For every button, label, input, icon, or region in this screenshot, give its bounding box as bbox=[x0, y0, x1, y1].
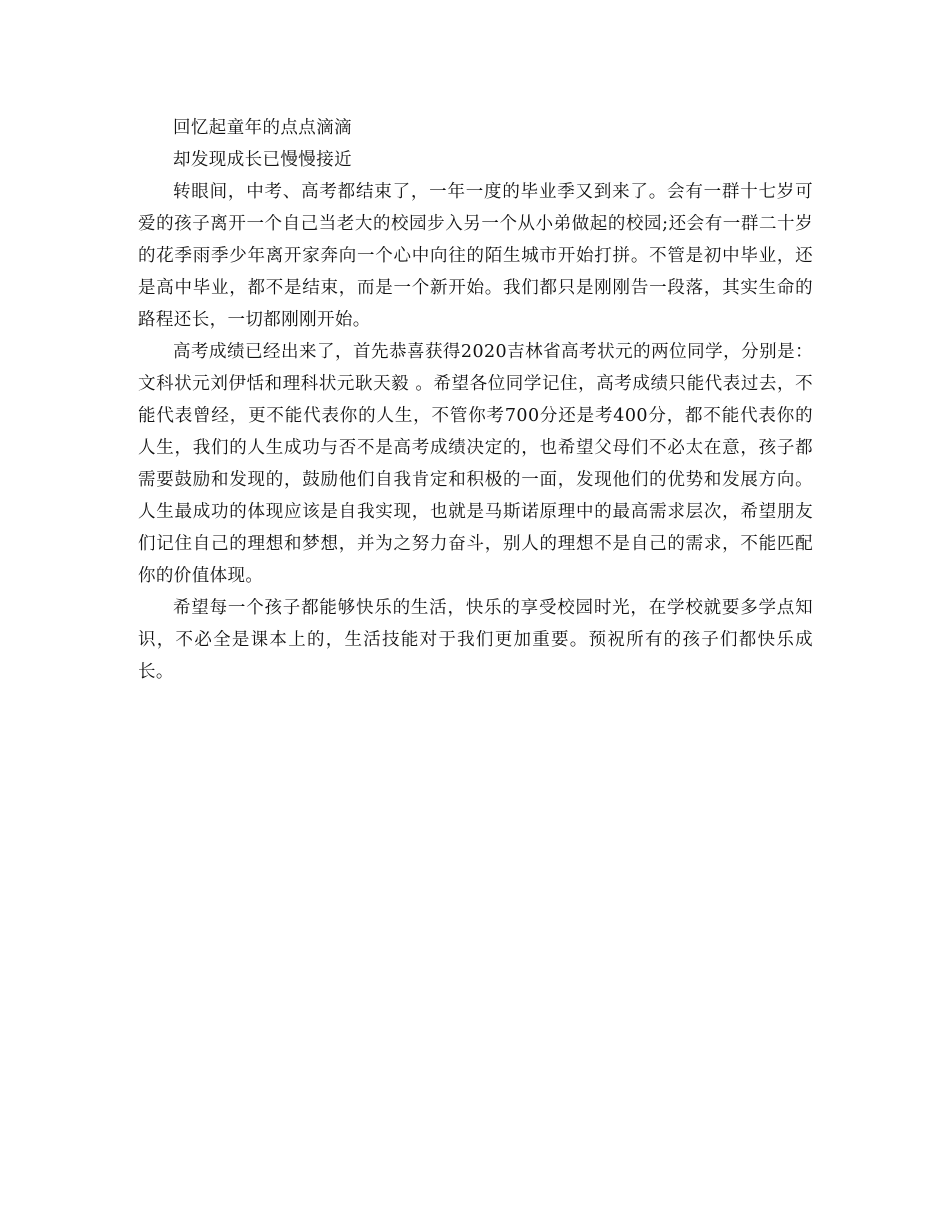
paragraph-graduation: 转眼间，中考、高考都结束了，一年一度的毕业季又到来了。会有一群十七岁可爱的孩子离开一个自己当老大的校园步入另一个从小弟做起的校园;还会有一群二十岁的花季雨季少年离开家奔向一个心中向往的陌生城市开始打拼。不管是初中毕业，还是高中毕业，都不是结束，而是一个新开始。我们都只是刚刚告一段落，其实生命的路程还长，一切都刚刚开始。 bbox=[138, 182, 813, 330]
document-body bbox=[138, 112, 813, 688]
paragraph-exam-results: 高考成绩已经出来了，首先恭喜获得2020吉林省高考状元的两位同学，分别是：文科状元刘伊恬和理科状元耿天毅 。希望各位同学记住，高考成绩只能代表过去，不能代表曾经，更不能代表你的人生，不管你考700分还是考400分，都不能代表你的人生，我们的人生成功与否不是高考成绩决定的，也希望父母们不必太在意，孩子都需要鼓励和发现的，鼓励他们自我肯定和积极的一面，发现他们的优势和发展方向。人生最成功的体现应该是自我实现，也就是马斯诺原理中的最高需求层次，希望朋友们记住自己的理想和梦想，并为之努力奋斗，别人的理想不是自己的需求，不能匹配你的价值体现。 bbox=[138, 342, 813, 586]
paragraph-line-2: 却发现成长已慢慢接近 bbox=[173, 150, 352, 170]
paragraph-line-1: 回忆起童年的点点滴滴 bbox=[173, 118, 352, 138]
paragraph-wishes: 希望每一个孩子都能够快乐的生活，快乐的享受校园时光，在学校就要多学点知识，不必全是课本上的，生活技能对于我们更加重要。预祝所有的孩子们都快乐成长。 bbox=[138, 598, 813, 682]
